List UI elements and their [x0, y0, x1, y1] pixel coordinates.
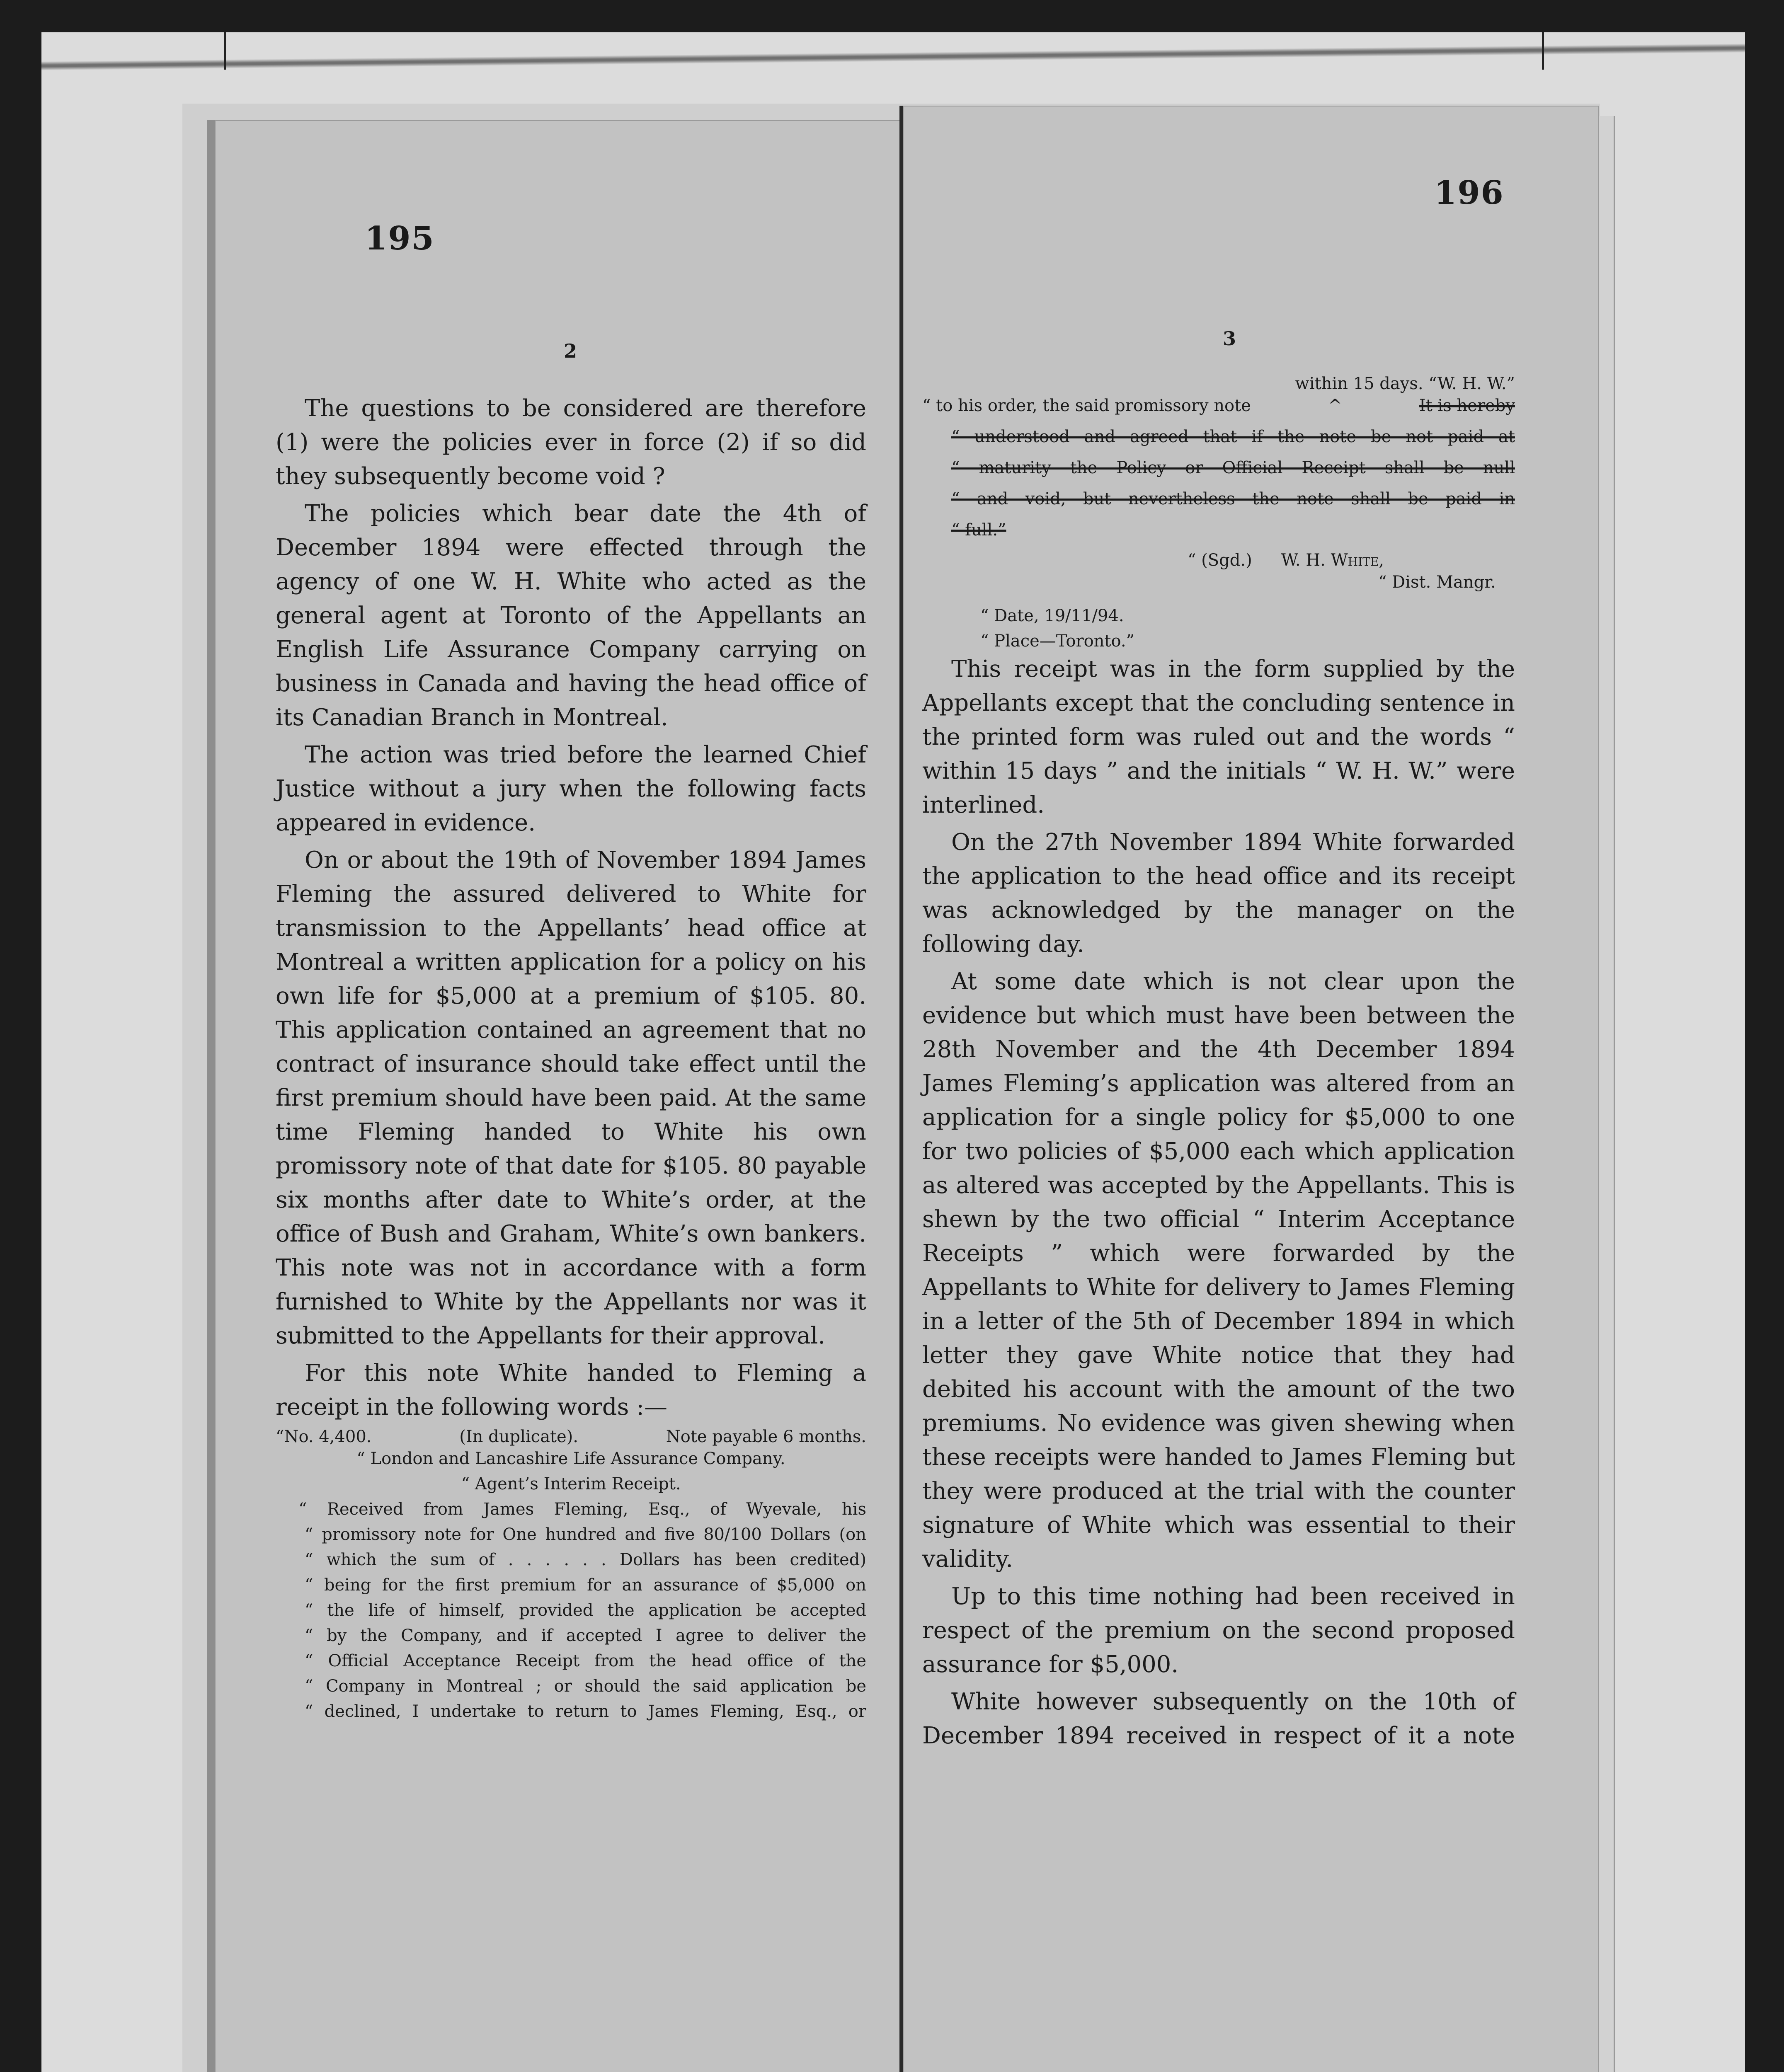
- receipt-line: “ which the sum of . . . . . . Dollars has been credited): [305, 1550, 866, 1569]
- page-number: 3: [1223, 327, 1236, 350]
- struck-line: “ understood and agreed that if the note be not paid at: [951, 427, 1515, 446]
- paragraph: White however subsequently on the 10th of December 1894 received in respect of it a note: [922, 1688, 1515, 1749]
- right-page-body: [922, 373, 1515, 1753]
- paragraph: Up to this time nothing had been received in respect of the premium on the second proposed assurance for $5,000.: [922, 1583, 1515, 1678]
- quoted-receipt: [276, 1426, 866, 1723]
- receipt-line: “ promissory note for One hundred and five 80/100 Dollars (on: [305, 1525, 866, 1544]
- paragraph: This receipt was in the form supplied by the Appellants except that the concluding sentence in the printed form was ruled out and the words “ within 15 days ” and the initials “ W. H. W.” were interlined.: [922, 656, 1515, 818]
- receipt-line: “ by the Company, and if accepted I agree to deliver the: [305, 1626, 866, 1645]
- struck-text: It is hereby: [1419, 396, 1515, 415]
- folio-number: 196: [1434, 174, 1504, 212]
- paragraph: On the 27th November 1894 White forwarded the application to the head office and its receipt was acknowledged by the manager on the following day.: [922, 829, 1515, 958]
- receipt-line: “ being for the first premium for an assurance of $5,000 on: [305, 1576, 866, 1595]
- receipt-line: “ declined, I undertake to return to James Fleming, Esq., or: [305, 1702, 866, 1721]
- paragraph: At some date which is not clear upon the evidence but which must have been between the 28th November and the 4th December 1894 James Fleming’s application was altered from an application for a single policy for $5,000 to one for two policies of $5,000 each which application as altered was accepted by the Appellants. This is shewn by the two official “ Interim Acceptance Receipts ” which were forwarded by the Appellants to White for delivery to James Fleming in a letter of the 5th of December 1894 in which letter they gave White notice that they had debited his account with the amount of the two premiums. No evidence was given shewing when these receipts were handed to James Fleming but they were produced at the trial with the counter signature of White which was essential to their validity.: [922, 968, 1515, 1573]
- signed-mark: “ (Sgd.): [1188, 551, 1252, 570]
- folio-number: 195: [365, 220, 435, 257]
- signatory-name: W. H. White,: [1281, 551, 1384, 570]
- receipt-title: “ Agent’s Interim Receipt.: [461, 1474, 681, 1493]
- receipt-date: “ Date, 19/11/94.: [980, 606, 1124, 625]
- frame-tick-mark: [1542, 32, 1544, 70]
- interlineation: within 15 days. “W. H. W.”: [1295, 374, 1515, 393]
- receipt-duplicate: (In duplicate).: [459, 1427, 578, 1446]
- receipt-text: “ to his order, the said promissory note: [922, 396, 1251, 415]
- receipt-header-row: [276, 1426, 866, 1448]
- frame-tick-mark: [224, 32, 226, 70]
- left-page-body: [276, 392, 866, 1723]
- quoted-receipt-continued: [922, 373, 1515, 652]
- signatory-title: “ Dist. Mangr.: [1378, 573, 1496, 592]
- paragraph: The policies which bear date the 4th of December 1894 were effected through the agency of one W. H. White who acted as the general agent at Toronto of the Appellants an English Life Assurance Company carrying on business in Canada and having the head office of its Canadian Branch in Montreal.: [276, 500, 866, 731]
- receipt-terms: Note payable 6 months.: [666, 1427, 866, 1446]
- receipt-line: “ Company in Montreal ; or should the said application be: [305, 1677, 866, 1696]
- paragraph: On or about the 19th of November 1894 James Fleming the assured delivered to White for transmission to the Appellants’ head office at Montreal a written application for a policy on his own life for $5,000 at a premium of $105. 80. This application contained an agreement that no contract of insurance should take effect until the first premium should have been paid. At the same time Fleming handed to White his own promissory note of that date for $105. 80 payable six months after date to White’s order, at the office of Bush and Graham, White’s own bankers. This note was not in accordance with a form furnished to White by the Appellants nor was it submitted to the Appellants for their approval.: [276, 847, 866, 1349]
- receipt-number: “No. 4,400.: [276, 1427, 372, 1446]
- paragraph: The action was tried before the learned Chief Justice without a jury when the following facts appeared in evidence.: [276, 741, 866, 836]
- receipt-line: “ Received from James Fleming, Esq., of Wyevale, his: [298, 1500, 866, 1519]
- page-number: 2: [564, 340, 577, 362]
- struck-line: “ maturity the Policy or Official Receipt shall be null: [951, 458, 1515, 477]
- signature-row: [1188, 549, 1515, 571]
- receipt-company: “ London and Lancashire Life Assurance Company.: [356, 1449, 785, 1468]
- insertion-caret: ^: [1328, 396, 1342, 415]
- receipt-line: “ the life of himself, provided the application be accepted: [305, 1601, 866, 1620]
- receipt-line: “ Official Acceptance Receipt from the head office of the: [305, 1651, 866, 1670]
- receipt-line: [922, 395, 1515, 417]
- struck-line: “ and void, but nevertheless the note shall be paid in: [951, 489, 1515, 508]
- struck-line: “ full.”: [951, 520, 1006, 540]
- paragraph: For this note White handed to Fleming a receipt in the following words :—: [276, 1360, 866, 1421]
- paragraph: The questions to be considered are therefore (1) were the policies ever in force (2) if so did they subsequently become void ?: [276, 395, 866, 490]
- receipt-place: “ Place—Toronto.”: [980, 632, 1135, 651]
